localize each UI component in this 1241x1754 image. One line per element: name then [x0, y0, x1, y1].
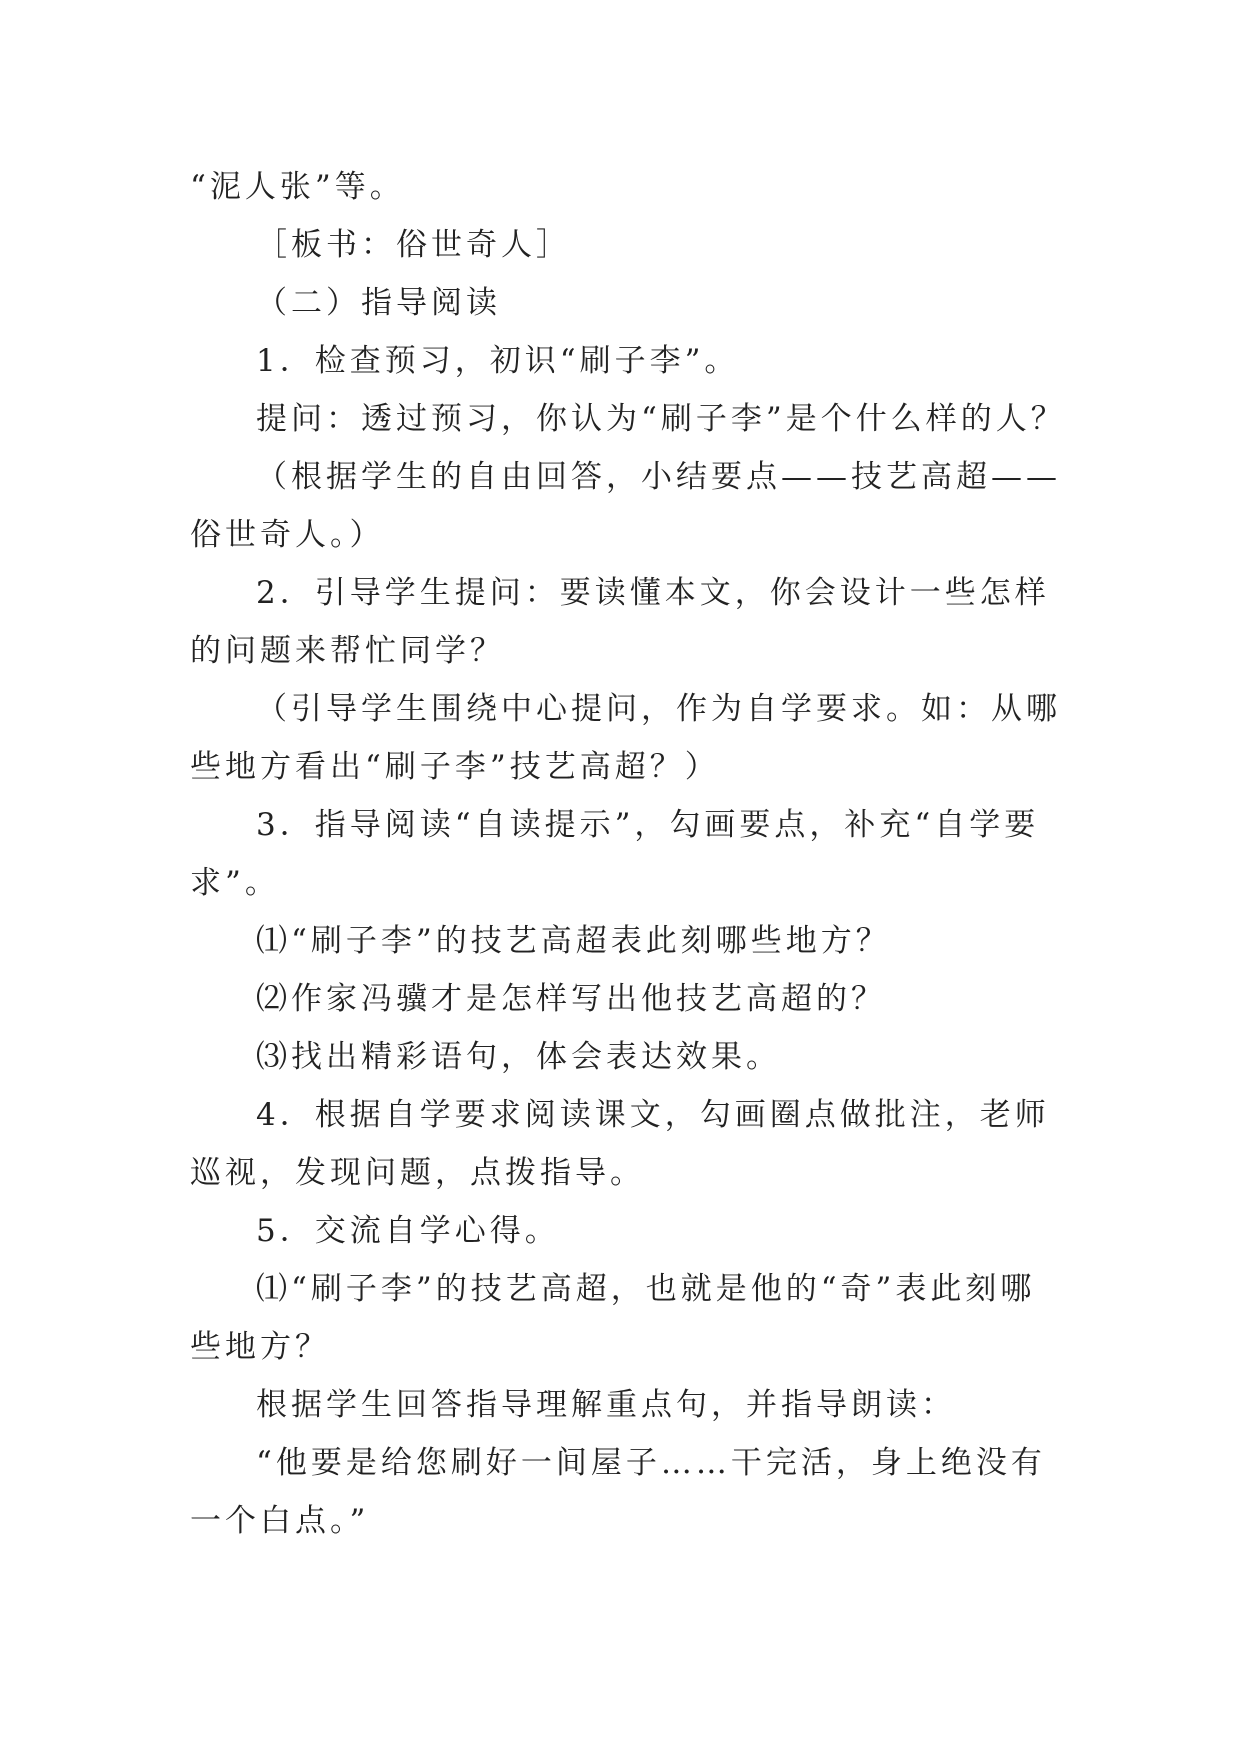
document-body [190, 158, 1070, 1550]
paragraph-2: ［板书：俗世奇人］ [256, 227, 571, 263]
paragraph-3: （二）指导阅读 [256, 285, 501, 321]
paragraph-16: 根据学生回答指导理解重点句，并指导朗读： [256, 1387, 956, 1423]
paragraph-11: ⑵作家冯骥才是怎样写出他技艺高超的？ [256, 981, 886, 1017]
paragraph-7: 2．引导学生提问：要读懂本文，你会设计一些怎样的问题来帮忙同学？ [190, 575, 1050, 669]
paragraph-10: ⑴“刷子李”的技艺高超表此刻哪些地方？ [256, 923, 891, 959]
paragraph-12: ⑶找出精彩语句，体会表达效果。 [256, 1039, 781, 1075]
paragraph-9: 3．指导阅读“自读提示”，勾画要点，补充“自学要求”。 [190, 807, 1040, 901]
paragraph-15: ⑴“刷子李”的技艺高超，也就是他的“奇”表此刻哪些地方？ [190, 1271, 1036, 1365]
paragraph-13: 4．根据自学要求阅读课文，勾画圈点做批注，老师巡视，发现问题，点拨指导。 [190, 1097, 1050, 1191]
paragraph-5: 提问：透过预习，你认为“刷子李”是个什么样的人？ [256, 401, 1066, 437]
paragraph-6: （根据学生的自由回答，小结要点——技艺高超——俗世奇人。） [190, 459, 1061, 553]
paragraph-17: “他要是给您刷好一间屋子……干完活，身上绝没有一个白点。” [190, 1445, 1046, 1539]
paragraph-8: （引导学生围绕中心提问，作为自学要求。如：从哪些地方看出“刷子李”技艺高超？） [190, 691, 1061, 785]
paragraph-4: 1．检查预习，初识“刷子李”。 [256, 343, 740, 379]
paragraph-1: “泥人张”等。 [190, 169, 405, 205]
paragraph-14: 5．交流自学心得。 [256, 1213, 560, 1249]
